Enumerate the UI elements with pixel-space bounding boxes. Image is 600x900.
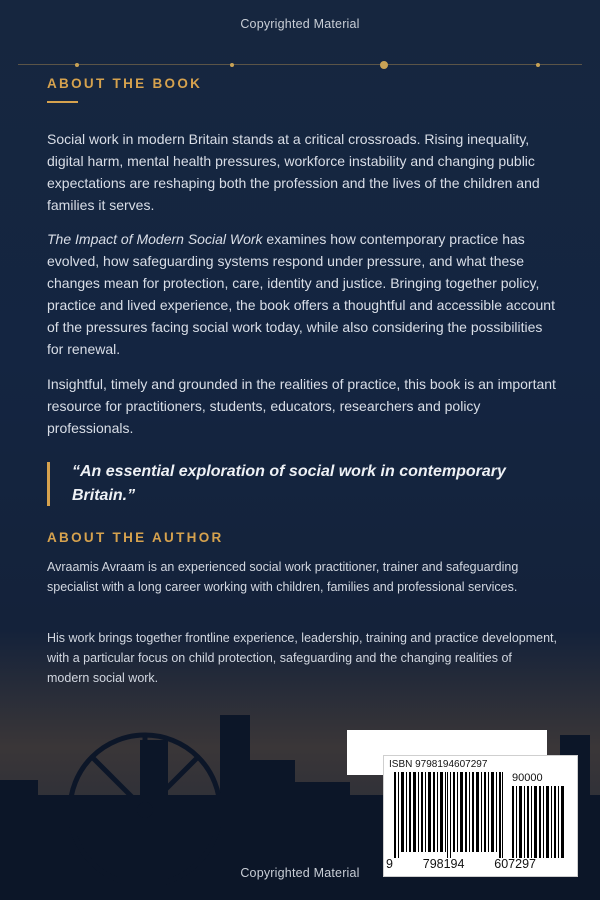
quote-bar bbox=[47, 462, 50, 506]
watermark-bottom: Copyrighted Material bbox=[240, 866, 360, 880]
about-book-paragraph-2-text: examines how contemporary practice has evolved, how safeguarding systems respond under pressure, and what these changes mean for protection, care, identity and justice. Bringing together policy, practice and lived experience, the book offers a thoughtful and accessible account of the pressures facing social work today, while also considering the possibilities for renewal. bbox=[47, 231, 555, 357]
rule-dot bbox=[75, 63, 79, 67]
about-book-paragraph-1: Social work in modern Britain stands at a critical crossroads. Rising inequality, digital harm, mental health pressures, workforce instability and changing public expectations are reshaping both the profession and the lives of the children and families it serves. bbox=[47, 131, 540, 213]
price-barcode-bars bbox=[512, 786, 567, 858]
about-author-heading: ABOUT THE AUTHOR bbox=[47, 530, 224, 545]
barcode-bars bbox=[394, 772, 504, 858]
about-author-paragraph-1: Avraamis Avraam is an experienced social work practitioner, trainer and safeguarding specialist with a long career working with children, families and professional services. bbox=[47, 560, 519, 594]
isbn-barcode bbox=[383, 755, 578, 877]
isbn-label: ISBN 9798194607297 bbox=[389, 759, 488, 770]
about-author-paragraph-2: His work brings together frontline experience, leadership, training and practice development, with a particular focus on child protection, safeguarding and the changing realities of modern social work. bbox=[47, 631, 558, 685]
rule-dot bbox=[536, 63, 540, 67]
about-book-heading: ABOUT THE BOOK bbox=[47, 76, 203, 91]
price-code: 90000 bbox=[512, 772, 543, 784]
barcode-digit-group-2: 607297 bbox=[494, 857, 536, 871]
barcode-digit-group-1: 798194 bbox=[422, 857, 465, 871]
watermark-top: Copyrighted Material bbox=[240, 17, 360, 31]
book-title-italic: The Impact of Modern Social Work bbox=[47, 231, 263, 247]
decorative-rule bbox=[18, 64, 582, 65]
about-book-paragraph-2 bbox=[47, 228, 559, 360]
pull-quote: “An essential exploration of social work in contemporary Britain.” bbox=[72, 463, 506, 504]
barcode-digit-first: 9 bbox=[386, 857, 393, 871]
rule-dot-large bbox=[380, 61, 388, 69]
about-book-paragraph-3: Insightful, timely and grounded in the realities of practice, this book is an important resource for practitioners, students, educators, researchers and policy professionals. bbox=[47, 376, 556, 436]
heading-underline bbox=[47, 101, 78, 103]
rule-dot bbox=[230, 63, 234, 67]
